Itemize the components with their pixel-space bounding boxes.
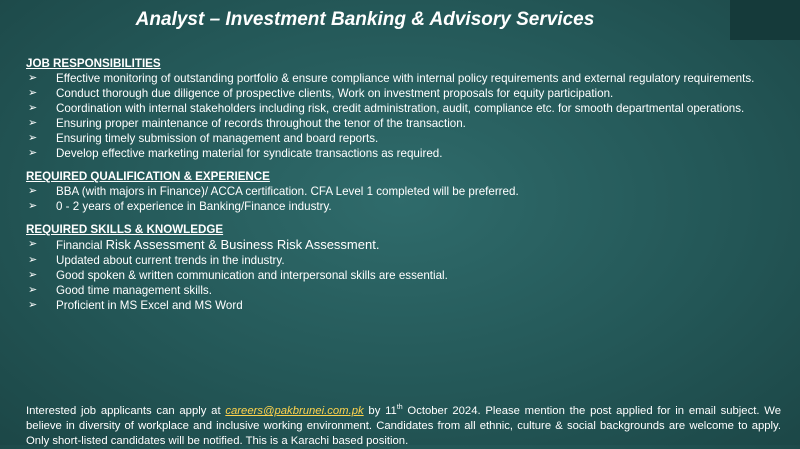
page-title: Analyst – Investment Banking & Advisory Services: [135, 9, 595, 30]
section-job-responsibilities: [26, 57, 786, 161]
responsibilities-list: [26, 71, 786, 161]
job-description: [26, 57, 786, 313]
arrow-bullet-icon: ➢: [28, 238, 38, 250]
arrow-bullet-icon: ➢: [28, 72, 38, 84]
arrow-bullet-icon: ➢: [28, 87, 38, 99]
arrow-bullet-icon: ➢: [28, 284, 38, 296]
list-item: ➢ Updated about current trends in the industry.: [28, 254, 285, 267]
list-item: ➢ Good spoken & written communication and interpersonal skills are essential.: [28, 269, 448, 282]
list-item: ➢ Coordination with internal stakeholders including risk, credit administration, audit, compliance etc. for smooth departmental operations.: [28, 102, 745, 115]
arrow-bullet-icon: ➢: [28, 185, 38, 197]
skills-list: [26, 237, 786, 313]
arrow-bullet-icon: ➢: [28, 132, 38, 144]
corner-accent-block: [730, 0, 800, 40]
arrow-bullet-icon: ➢: [28, 117, 38, 129]
list-item: ➢ Develop effective marketing material for syndicate transactions as required.: [28, 147, 443, 160]
list-item: ➢ Ensuring timely submission of management and board reports.: [28, 132, 379, 145]
qualification-list: [26, 184, 786, 214]
list-item: ➢ BBA (with majors in Finance)/ ACCA certification. CFA Level 1 completed will be preferred.: [28, 185, 519, 198]
arrow-bullet-icon: ➢: [28, 254, 38, 266]
arrow-bullet-icon: ➢: [28, 147, 38, 159]
arrow-bullet-icon: ➢: [28, 102, 38, 114]
list-item: ➢ Conduct thorough due diligence of prospective clients, Work on investment proposals for equity participation.: [28, 87, 614, 100]
section-heading: REQUIRED QUALIFICATION & EXPERIENCE: [26, 170, 270, 183]
list-item: ➢ 0 - 2 years of experience in Banking/Finance industry.: [28, 200, 332, 213]
list-item: ➢ Financial Risk Assessment & Business Risk Assessment.: [28, 237, 380, 252]
list-item: ➢ Proficient in MS Excel and MS Word: [28, 299, 243, 312]
section-heading: REQUIRED SKILLS & KNOWLEDGE: [26, 223, 224, 236]
list-item: ➢ Effective monitoring of outstanding portfolio & ensure compliance with internal policy requirements and external regulatory requirements.: [28, 72, 755, 85]
title-bar: [0, 0, 730, 40]
careers-email-link[interactable]: careers@pakbrunei.com.pk: [225, 405, 364, 418]
list-item: ➢ Ensuring proper maintenance of records throughout the tenor of the transaction.: [28, 117, 466, 130]
section-skills-knowledge: [26, 223, 786, 313]
arrow-bullet-icon: ➢: [28, 299, 38, 311]
section-heading: JOB RESPONSIBILITIES: [26, 57, 161, 70]
arrow-bullet-icon: ➢: [28, 200, 38, 212]
arrow-bullet-icon: ➢: [28, 269, 38, 281]
section-qualification-experience: [26, 170, 786, 214]
list-item: ➢ Good time management skills.: [28, 284, 212, 297]
application-note: Interested job applicants can apply at careers@pakbrunei.com.pk by 11th October 2024. Please mention the post applied for in email subject. We believe in diversity of workplace and inclusive working environment. Candidates from all ethnic, culture & social backgrounds are welcome to apply. Only short-listed candidates will be notified. This is a Karachi based position.: [26, 404, 781, 448]
